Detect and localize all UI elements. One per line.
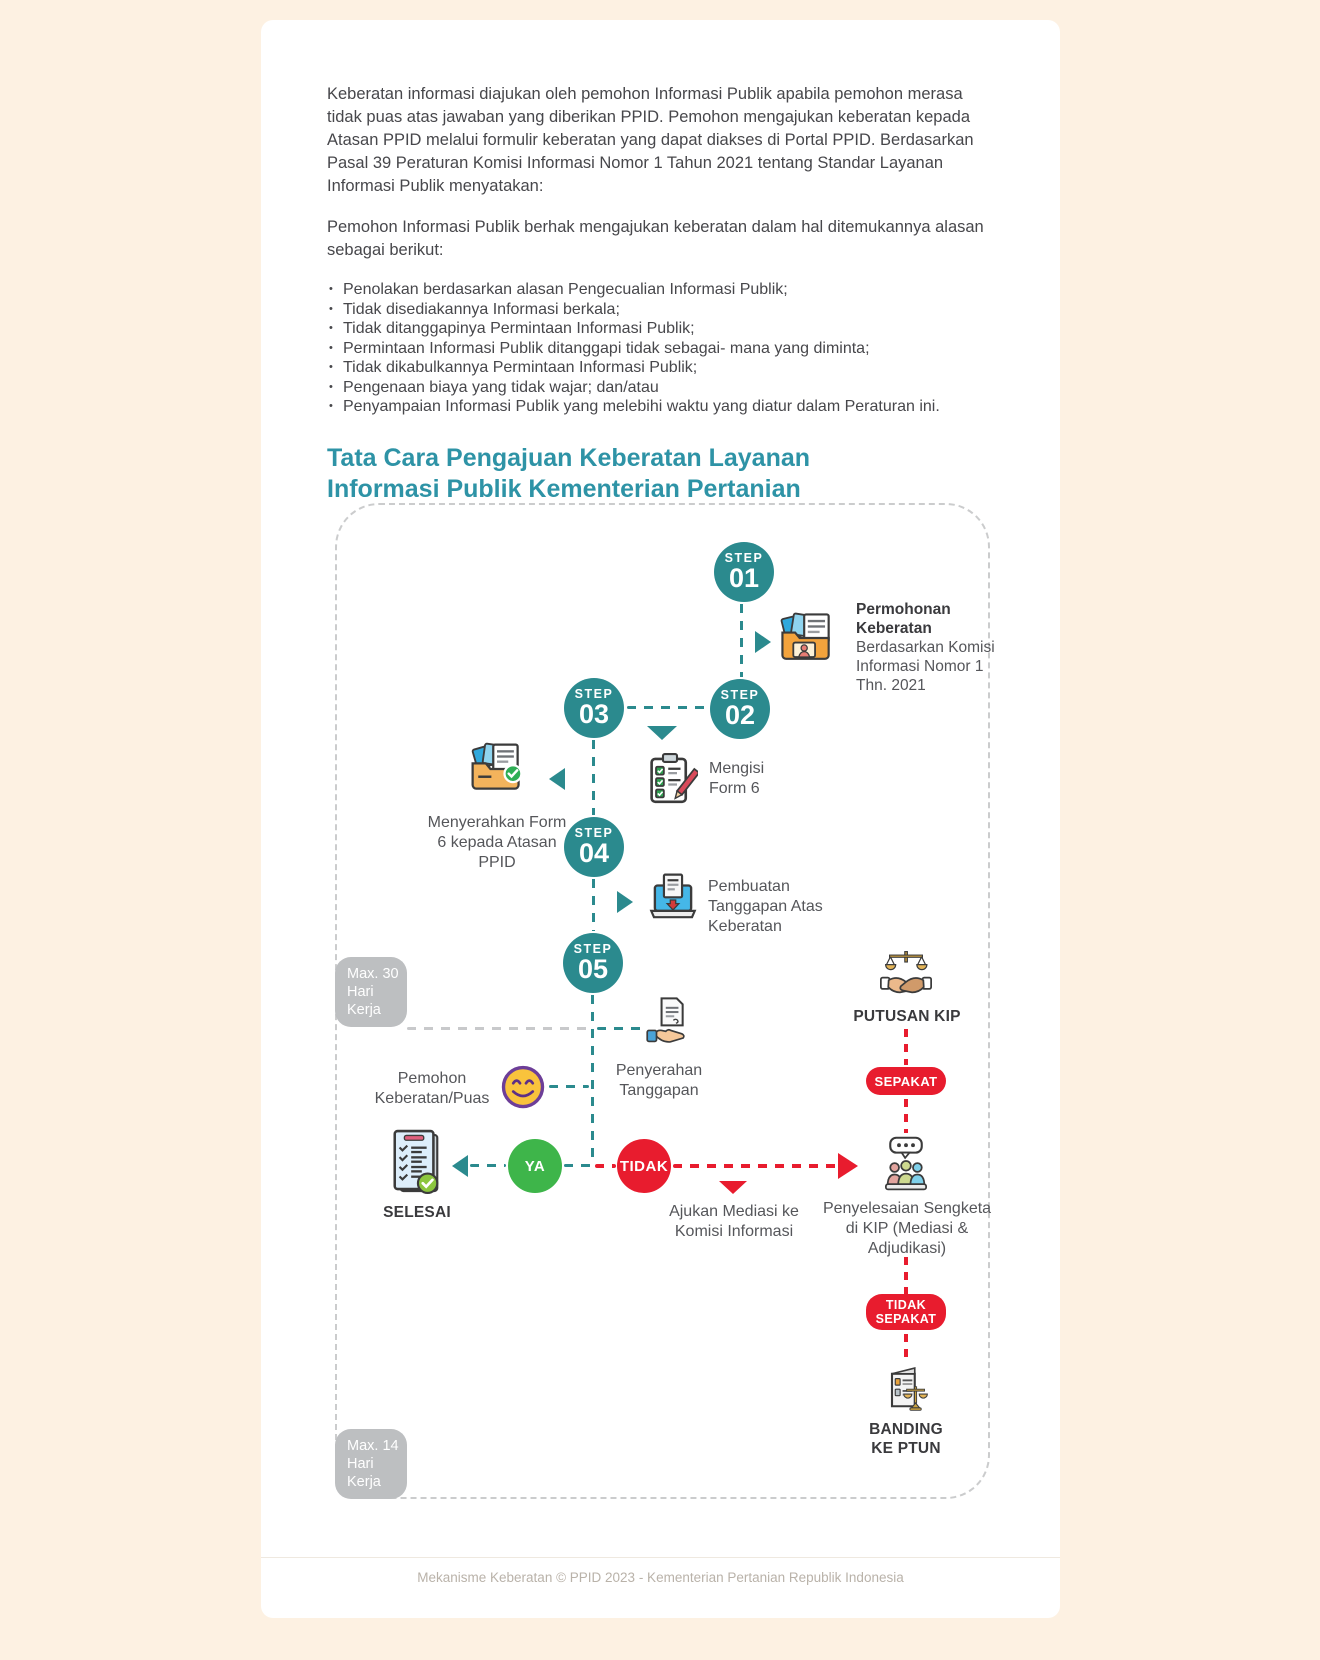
arrow-down-icon xyxy=(647,726,677,740)
step-4-circle: STEP 04 xyxy=(564,817,624,877)
step-5-circle: STEP 05 xyxy=(563,933,623,993)
connector-sengketa-tidaksepakat xyxy=(904,1257,908,1294)
list-item: • Permintaan Informasi Publik ditanggapi tidak sebagai- mana yang diminta; xyxy=(327,339,995,359)
page-title: Tata Cara Pengajuan Keberatan Layanan Informasi Publik Kementerian Pertanian xyxy=(327,443,811,503)
connector-step2-step3 xyxy=(627,706,707,709)
laptop-document-icon xyxy=(644,871,702,934)
list-item: • Tidak ditanggapinya Permintaan Informasi Publik; xyxy=(327,319,995,339)
arrow-down-icon xyxy=(719,1181,747,1194)
mediation-meeting-icon xyxy=(878,1135,934,1198)
step-3-label: Menyerahkan Form 6 kepada Atasan PPID xyxy=(427,814,567,871)
connector-step5-decision xyxy=(591,995,594,1165)
sepakat-badge: SEPAKAT xyxy=(866,1067,946,1095)
list-item: • Pengenaan biaya yang tidak wajar; dan/atau xyxy=(327,378,995,398)
step-1-circle: STEP 01 xyxy=(714,542,774,602)
intro-paragraph-1: Keberatan informasi diajukan oleh pemohon Informasi Publik apabila pemohon merasa tidak puas atas jawaban yang diberikan PPID. Pemohon mengajukan keberatan kepada Atasan PPID melalui formulir keberatan yang dapat diakses di Portal PPID. Berdasarkan Pasal 39 Peraturan Komisi Informasi Nomor 1 Tahun 2021 tentang Standar Layanan Informasi Publik menyatakan: xyxy=(327,85,974,195)
step-2-label: Mengisi Form 6 xyxy=(709,760,765,797)
tidak-sepakat-badge: TIDAK SEPAKAT xyxy=(866,1294,946,1330)
clipboard-pencil-icon xyxy=(642,751,698,812)
arrow-right-icon xyxy=(755,631,771,653)
reason-list xyxy=(327,280,995,417)
arrow-left-icon xyxy=(549,768,565,790)
banding-label: BANDING KE PTUN xyxy=(869,1421,943,1457)
connector-step1-step2 xyxy=(740,604,743,677)
checklist-done-icon xyxy=(387,1127,445,1202)
connector-putusan-sepakat xyxy=(904,1029,908,1065)
connector-sepakat-sengketa xyxy=(904,1099,908,1133)
max-14-days-badge: Max. 14 Hari Kerja xyxy=(335,1429,407,1499)
smiley-icon xyxy=(499,1063,547,1116)
connector-junction-no xyxy=(595,1164,616,1168)
applicant-label: Pemohon Keberatan/Puas xyxy=(374,1070,490,1107)
connector-step4-step5 xyxy=(592,879,595,931)
connector-yes-done xyxy=(470,1164,506,1167)
connector-step3-step4 xyxy=(592,740,595,815)
step-5-label: Penyerahan Tanggapan xyxy=(615,1062,703,1099)
intro-paragraph-2: Pemohon Informasi Publik berhak mengajukan keberatan dalam hal ditemukannya alasan sebagai berikut: xyxy=(327,218,984,259)
step-4-label: Pembuatan Tanggapan Atas Keberatan xyxy=(708,878,823,935)
folder-applicant-icon xyxy=(777,609,835,672)
footer-divider xyxy=(261,1557,1060,1558)
list-item: • Tidak disediakannya Informasi berkala; xyxy=(327,300,995,320)
arrow-right-icon xyxy=(617,891,633,913)
step-2-circle: STEP 02 xyxy=(710,679,770,739)
no-circle: TIDAK xyxy=(617,1139,671,1193)
step-1-label: Permohonan Keberatan Berdasarkan Komisi Informasi Nomor 1 Thn. 2021 xyxy=(856,601,995,694)
putusan-kip-label: PUTUSAN KIP xyxy=(853,1008,961,1025)
flowchart xyxy=(335,503,995,1499)
footer-text: Mekanisme Keberatan © PPID 2023 - Kementerian Pertanian Republik Indonesia xyxy=(417,1570,904,1585)
yes-circle: YA xyxy=(508,1139,562,1193)
content-card xyxy=(261,20,1060,1618)
folder-check-icon xyxy=(467,738,527,803)
connector-tidaksepakat-banding xyxy=(904,1334,908,1364)
list-item: • Penyampaian Informasi Publik yang melebihi waktu yang diatur dalam Peraturan ini. xyxy=(327,397,995,417)
hand-document-icon xyxy=(643,995,697,1054)
section-divider-dashed xyxy=(407,1027,589,1030)
sengketa-label: Penyelesaian Sengketa di KIP (Mediasi & Adjudikasi) xyxy=(822,1200,992,1257)
step-3-circle: STEP 03 xyxy=(564,678,624,738)
connector-junction-yes xyxy=(564,1164,591,1167)
connector-to-handover xyxy=(597,1027,643,1030)
intro-section xyxy=(327,83,995,505)
scales-handshake-icon xyxy=(878,949,934,1006)
document-scales-icon xyxy=(879,1364,931,1421)
connector-applicant xyxy=(549,1085,589,1088)
list-item: • Tidak dikabulkannya Permintaan Informasi Publik; xyxy=(327,358,995,378)
connector-no-kip xyxy=(673,1164,838,1168)
done-label: SELESAI xyxy=(383,1204,451,1221)
mediation-label: Ajukan Mediasi ke Komisi Informasi xyxy=(669,1203,799,1240)
arrow-right-icon xyxy=(838,1153,858,1179)
list-item: • Penolakan berdasarkan alasan Pengecualian Informasi Publik; xyxy=(327,280,995,300)
arrow-left-icon xyxy=(452,1155,468,1177)
max-30-days-badge: Max. 30 Hari Kerja xyxy=(335,957,407,1027)
